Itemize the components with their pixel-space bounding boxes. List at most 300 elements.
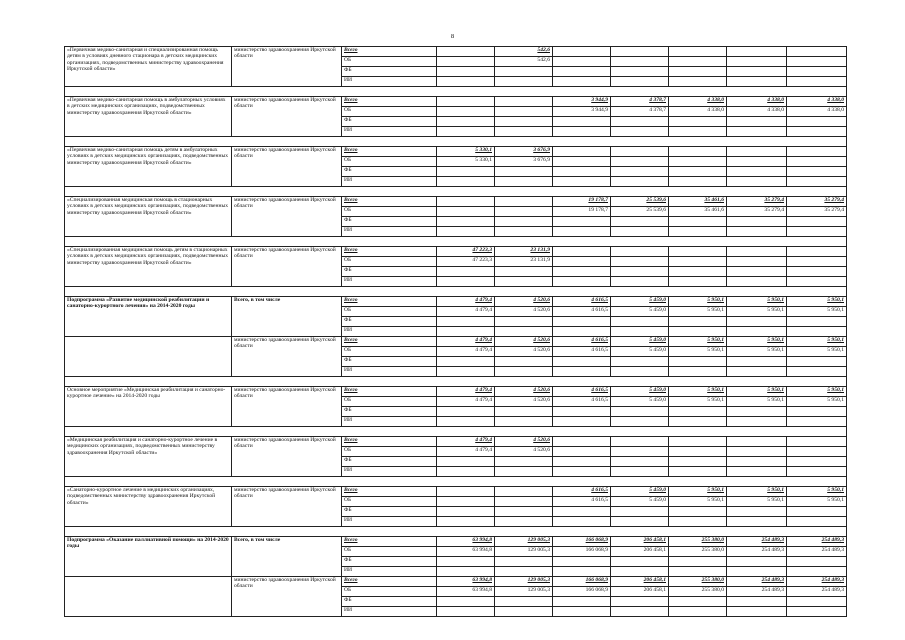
value-cell [495, 217, 553, 227]
separator-cell [787, 137, 847, 147]
value-cell: 4 520,6 [495, 297, 553, 307]
separator-cell [437, 377, 495, 387]
value-cell [495, 107, 553, 117]
value-cell [553, 517, 611, 527]
value-cell: 25 539,6 [611, 197, 669, 207]
value-cell [669, 567, 727, 577]
program-name-cell [65, 337, 232, 377]
separator-cell [495, 87, 553, 97]
value-cell: 166 068,9 [553, 547, 611, 557]
value-cell [787, 357, 847, 367]
value-cell [495, 357, 553, 367]
value-cell: 4 520,6 [495, 347, 553, 357]
value-cell: 5 950,1 [727, 307, 787, 317]
funding-source-cell: ОБ [342, 257, 437, 267]
funding-source-cell: Всего [342, 197, 437, 207]
value-cell: 5 950,1 [669, 337, 727, 347]
separator-cell [437, 287, 495, 297]
separator-cell [787, 527, 847, 537]
value-cell [787, 507, 847, 517]
value-cell [611, 437, 669, 447]
value-cell [787, 157, 847, 167]
value-cell: 4 479,4 [437, 297, 495, 307]
value-cell: 5 950,1 [669, 487, 727, 497]
separator-cell [727, 87, 787, 97]
value-cell: 5 950,1 [727, 387, 787, 397]
table-row [65, 387, 847, 397]
value-cell [669, 517, 727, 527]
value-cell: 4 338,0 [787, 107, 847, 117]
separator-cell [437, 187, 495, 197]
value-cell [727, 457, 787, 467]
value-cell [437, 177, 495, 187]
value-cell [727, 227, 787, 237]
program-name-cell: «Медицинская реабилитация и санаторно-курортное лечение в медицинских организациях, подведомственных министерству здравоохранения Иркутской области» [65, 437, 232, 477]
separator-cell [495, 187, 553, 197]
funding-source-cell: ИИ [342, 177, 437, 187]
value-cell: 23 131,9 [495, 257, 553, 267]
value-cell: 4 338,0 [669, 107, 727, 117]
value-cell [669, 447, 727, 457]
value-cell [611, 517, 669, 527]
value-cell [669, 417, 727, 427]
value-cell [787, 267, 847, 277]
value-cell [553, 607, 611, 617]
value-cell [727, 217, 787, 227]
value-cell [611, 57, 669, 67]
separator-cell [553, 427, 611, 437]
separator-cell [232, 187, 342, 197]
funding-source-cell: Всего [342, 337, 437, 347]
value-cell: 4 616,5 [553, 297, 611, 307]
funding-source-cell: ОБ [342, 57, 437, 67]
separator-cell [342, 427, 437, 437]
value-cell: 5 950,1 [787, 397, 847, 407]
funding-source-cell: ФБ [342, 557, 437, 567]
value-cell: 4 520,6 [495, 447, 553, 457]
value-cell [495, 457, 553, 467]
funding-source-cell: ФБ [342, 67, 437, 77]
value-cell: 166 068,9 [553, 587, 611, 597]
value-cell [437, 67, 495, 77]
executor-cell: министерство здравоохранения Иркутской области [232, 47, 342, 87]
separator-cell [553, 187, 611, 197]
value-cell [787, 147, 847, 157]
separator-cell [553, 477, 611, 487]
separator-cell [727, 527, 787, 537]
funding-source-cell: Всего [342, 297, 437, 307]
value-cell [611, 407, 669, 417]
value-cell: 4 378,7 [611, 97, 669, 107]
value-cell [495, 517, 553, 527]
value-cell [727, 117, 787, 127]
executor-cell: министерство здравоохранения Иркутской области [232, 387, 342, 427]
value-cell: 35 279,4 [787, 197, 847, 207]
value-cell [611, 507, 669, 517]
value-cell [727, 277, 787, 287]
value-cell [611, 247, 669, 257]
value-cell [611, 457, 669, 467]
value-cell: 5 950,1 [669, 397, 727, 407]
value-cell: 4 520,6 [495, 307, 553, 317]
value-cell: 254 489,3 [787, 587, 847, 597]
value-cell [787, 597, 847, 607]
value-cell [495, 207, 553, 217]
value-cell [669, 597, 727, 607]
value-cell [787, 57, 847, 67]
value-cell: 4 338,0 [787, 97, 847, 107]
value-cell: 5 950,1 [787, 387, 847, 397]
separator-cell [787, 427, 847, 437]
value-cell [611, 327, 669, 337]
value-cell [495, 127, 553, 137]
value-cell: 129 005,3 [495, 577, 553, 587]
executor-cell: министерство здравоохранения Иркутской области [232, 487, 342, 527]
separator-cell [727, 377, 787, 387]
value-cell [495, 557, 553, 567]
value-cell: 4 338,0 [727, 97, 787, 107]
funding-source-cell: ИИ [342, 127, 437, 137]
value-cell: 255 380,0 [669, 587, 727, 597]
value-cell [553, 77, 611, 87]
value-cell [787, 447, 847, 457]
funding-source-cell: ОБ [342, 207, 437, 217]
value-cell [437, 357, 495, 367]
value-cell: 4 479,4 [437, 347, 495, 357]
value-cell [669, 457, 727, 467]
funding-source-cell: ОБ [342, 447, 437, 457]
separator-cell [727, 477, 787, 487]
program-name-cell: Подпрограмма «Развитие медицинской реабилитации и санаторно-курортного лечения» на 2014-2020 годы [65, 297, 232, 337]
value-cell [553, 267, 611, 277]
value-cell [669, 437, 727, 447]
value-cell [437, 407, 495, 417]
value-cell [437, 207, 495, 217]
executor-cell: министерство здравоохранения Иркутской области [232, 247, 342, 287]
value-cell [669, 557, 727, 567]
separator-cell [669, 427, 727, 437]
separator-cell [65, 287, 232, 297]
value-cell [553, 357, 611, 367]
separator-cell [232, 527, 342, 537]
value-cell [611, 597, 669, 607]
value-cell [787, 317, 847, 327]
value-cell [553, 167, 611, 177]
value-cell [669, 267, 727, 277]
value-cell [495, 417, 553, 427]
value-cell [611, 47, 669, 57]
value-cell [611, 357, 669, 367]
program-name-cell: «Специализированная медицинская помощь детям в стационарных условиях в детских медицинских организациях, подведомственных министерству здравоохранения Иркутской области» [65, 247, 232, 287]
value-cell: 254 489,3 [787, 547, 847, 557]
value-cell [669, 407, 727, 417]
value-cell: 5 950,1 [787, 487, 847, 497]
value-cell [727, 357, 787, 367]
value-cell [437, 557, 495, 567]
separator-cell [437, 237, 495, 247]
value-cell: 5 459,0 [611, 347, 669, 357]
value-cell: 4 378,7 [611, 107, 669, 117]
funding-source-cell: ФБ [342, 507, 437, 517]
value-cell [495, 597, 553, 607]
value-cell [437, 317, 495, 327]
executor-cell: министерство здравоохранения Иркутской области [232, 147, 342, 187]
separator-cell [669, 237, 727, 247]
value-cell: 5 950,1 [727, 497, 787, 507]
separator-cell [342, 87, 437, 97]
funding-source-cell: ОБ [342, 157, 437, 167]
value-cell: 5 950,1 [787, 347, 847, 357]
value-cell [553, 597, 611, 607]
value-cell [669, 47, 727, 57]
value-cell [437, 217, 495, 227]
value-cell: 4 479,4 [437, 397, 495, 407]
funding-source-cell: Всего [342, 577, 437, 587]
value-cell [787, 217, 847, 227]
value-cell [669, 257, 727, 267]
separator-cell [65, 477, 232, 487]
value-cell [787, 77, 847, 87]
separator-cell [553, 237, 611, 247]
value-cell: 47 223,3 [437, 247, 495, 257]
value-cell [611, 467, 669, 477]
value-cell [611, 607, 669, 617]
value-cell [495, 467, 553, 477]
separator-row [65, 287, 847, 297]
separator-cell [232, 427, 342, 437]
value-cell [669, 327, 727, 337]
value-cell [727, 247, 787, 257]
value-cell: 206 458,1 [611, 577, 669, 587]
value-cell [611, 367, 669, 377]
separator-cell [232, 477, 342, 487]
value-cell [553, 317, 611, 327]
value-cell: 206 458,1 [611, 587, 669, 597]
value-cell [669, 167, 727, 177]
funding-source-cell: ИИ [342, 367, 437, 377]
separator-cell [727, 427, 787, 437]
separator-cell [787, 187, 847, 197]
value-cell [669, 117, 727, 127]
value-cell: 5 950,1 [787, 297, 847, 307]
value-cell: 4 479,4 [437, 447, 495, 457]
value-cell: 3 676,9 [495, 147, 553, 157]
value-cell [437, 367, 495, 377]
separator-cell [342, 187, 437, 197]
value-cell [669, 357, 727, 367]
separator-cell [342, 377, 437, 387]
value-cell: 5 950,1 [669, 387, 727, 397]
program-name-cell: «Первичная медико-санитарная помощь детям в амбулаторных условиях в детских медицинских организациях, подведомственных министерству здравоохранения Иркутской области» [65, 147, 232, 187]
funding-source-cell: ОБ [342, 347, 437, 357]
separator-cell [553, 87, 611, 97]
funding-source-cell: ИИ [342, 567, 437, 577]
value-cell [437, 197, 495, 207]
value-cell [495, 67, 553, 77]
value-cell [611, 67, 669, 77]
separator-cell [232, 377, 342, 387]
value-cell [611, 557, 669, 567]
table-row [65, 97, 847, 107]
value-cell [787, 117, 847, 127]
value-cell [495, 407, 553, 417]
value-cell: 5 950,1 [727, 347, 787, 357]
value-cell [437, 97, 495, 107]
value-cell [495, 117, 553, 127]
separator-row [65, 477, 847, 487]
value-cell [437, 47, 495, 57]
value-cell [787, 367, 847, 377]
value-cell [727, 177, 787, 187]
value-cell [787, 557, 847, 567]
separator-cell [553, 527, 611, 537]
funding-source-cell: ИИ [342, 467, 437, 477]
program-name-cell [65, 577, 232, 617]
value-cell: 4 616,5 [553, 337, 611, 347]
value-cell [553, 437, 611, 447]
separator-cell [342, 477, 437, 487]
value-cell: 255 380,0 [669, 537, 727, 547]
separator-cell [787, 377, 847, 387]
funding-source-cell: ФБ [342, 457, 437, 467]
separator-cell [727, 237, 787, 247]
separator-cell [232, 87, 342, 97]
separator-cell [669, 187, 727, 197]
value-cell [669, 177, 727, 187]
value-cell: 254 489,3 [787, 577, 847, 587]
funding-source-cell: ИИ [342, 77, 437, 87]
value-cell [611, 257, 669, 267]
funding-source-cell: ФБ [342, 597, 437, 607]
funding-source-cell: Всего [342, 537, 437, 547]
value-cell: 25 539,6 [611, 207, 669, 217]
table-row [65, 337, 847, 347]
funding-source-cell: Всего [342, 247, 437, 257]
separator-cell [787, 237, 847, 247]
separator-cell [611, 87, 669, 97]
value-cell [495, 497, 553, 507]
value-cell [787, 437, 847, 447]
separator-cell [65, 427, 232, 437]
funding-source-cell: ФБ [342, 407, 437, 417]
budget-table [64, 46, 847, 617]
value-cell: 4 338,0 [727, 107, 787, 117]
value-cell [727, 67, 787, 77]
funding-source-cell: ИИ [342, 417, 437, 427]
value-cell: 5 459,0 [611, 297, 669, 307]
value-cell [727, 367, 787, 377]
value-cell [553, 117, 611, 127]
value-cell [727, 267, 787, 277]
value-cell: 254 489,3 [727, 547, 787, 557]
value-cell [553, 247, 611, 257]
value-cell [727, 417, 787, 427]
separator-row [65, 87, 847, 97]
funding-source-cell: ИИ [342, 277, 437, 287]
value-cell [611, 157, 669, 167]
value-cell [669, 247, 727, 257]
value-cell [787, 127, 847, 137]
separator-cell [787, 287, 847, 297]
value-cell [553, 147, 611, 157]
value-cell [553, 127, 611, 137]
value-cell: 19 178,7 [553, 197, 611, 207]
value-cell: 5 459,0 [611, 337, 669, 347]
value-cell [669, 317, 727, 327]
value-cell: 5 950,1 [787, 307, 847, 317]
separator-cell [65, 527, 232, 537]
value-cell [787, 177, 847, 187]
value-cell: 4 520,6 [495, 397, 553, 407]
value-cell [437, 517, 495, 527]
separator-cell [342, 237, 437, 247]
separator-row [65, 377, 847, 387]
value-cell: 5 330,1 [437, 147, 495, 157]
value-cell [611, 117, 669, 127]
funding-source-cell: ОБ [342, 497, 437, 507]
value-cell: 5 950,1 [787, 337, 847, 347]
value-cell [611, 267, 669, 277]
value-cell [553, 367, 611, 377]
value-cell: 5 950,1 [727, 487, 787, 497]
value-cell [669, 227, 727, 237]
value-cell [727, 557, 787, 567]
table-row [65, 487, 847, 497]
value-cell: 254 489,3 [727, 537, 787, 547]
value-cell: 4 520,6 [495, 337, 553, 347]
value-cell: 5 330,1 [437, 157, 495, 167]
value-cell [495, 367, 553, 377]
value-cell [437, 277, 495, 287]
value-cell [787, 67, 847, 77]
value-cell [437, 487, 495, 497]
funding-source-cell: Всего [342, 97, 437, 107]
value-cell [495, 167, 553, 177]
value-cell [495, 327, 553, 337]
value-cell: 5 459,0 [611, 397, 669, 407]
value-cell: 4 616,5 [553, 307, 611, 317]
value-cell: 63 994,8 [437, 547, 495, 557]
value-cell [669, 507, 727, 517]
separator-cell [611, 237, 669, 247]
separator-cell [553, 377, 611, 387]
value-cell: 4 616,5 [553, 387, 611, 397]
value-cell: 4 338,0 [669, 97, 727, 107]
separator-cell [495, 427, 553, 437]
value-cell [495, 177, 553, 187]
value-cell: 19 178,7 [553, 207, 611, 217]
value-cell [727, 127, 787, 137]
funding-source-cell: Всего [342, 387, 437, 397]
value-cell: 5 950,1 [727, 297, 787, 307]
separator-cell [495, 477, 553, 487]
value-cell [727, 157, 787, 167]
value-cell: 166 068,9 [553, 537, 611, 547]
value-cell: 3 944,9 [553, 107, 611, 117]
value-cell [787, 167, 847, 177]
separator-cell [342, 527, 437, 537]
separator-cell [611, 477, 669, 487]
value-cell [553, 417, 611, 427]
executor-cell: министерство здравоохранения Иркутской области [232, 337, 342, 377]
value-cell [437, 417, 495, 427]
value-cell [495, 487, 553, 497]
separator-cell [437, 477, 495, 487]
value-cell [611, 127, 669, 137]
value-cell [495, 227, 553, 237]
value-cell [437, 457, 495, 467]
program-name-cell: «Специализированная медицинская помощь в стационарных условиях в детских медицинских организациях, подведомственных министерству здравоохранения Иркутской области» [65, 197, 232, 237]
